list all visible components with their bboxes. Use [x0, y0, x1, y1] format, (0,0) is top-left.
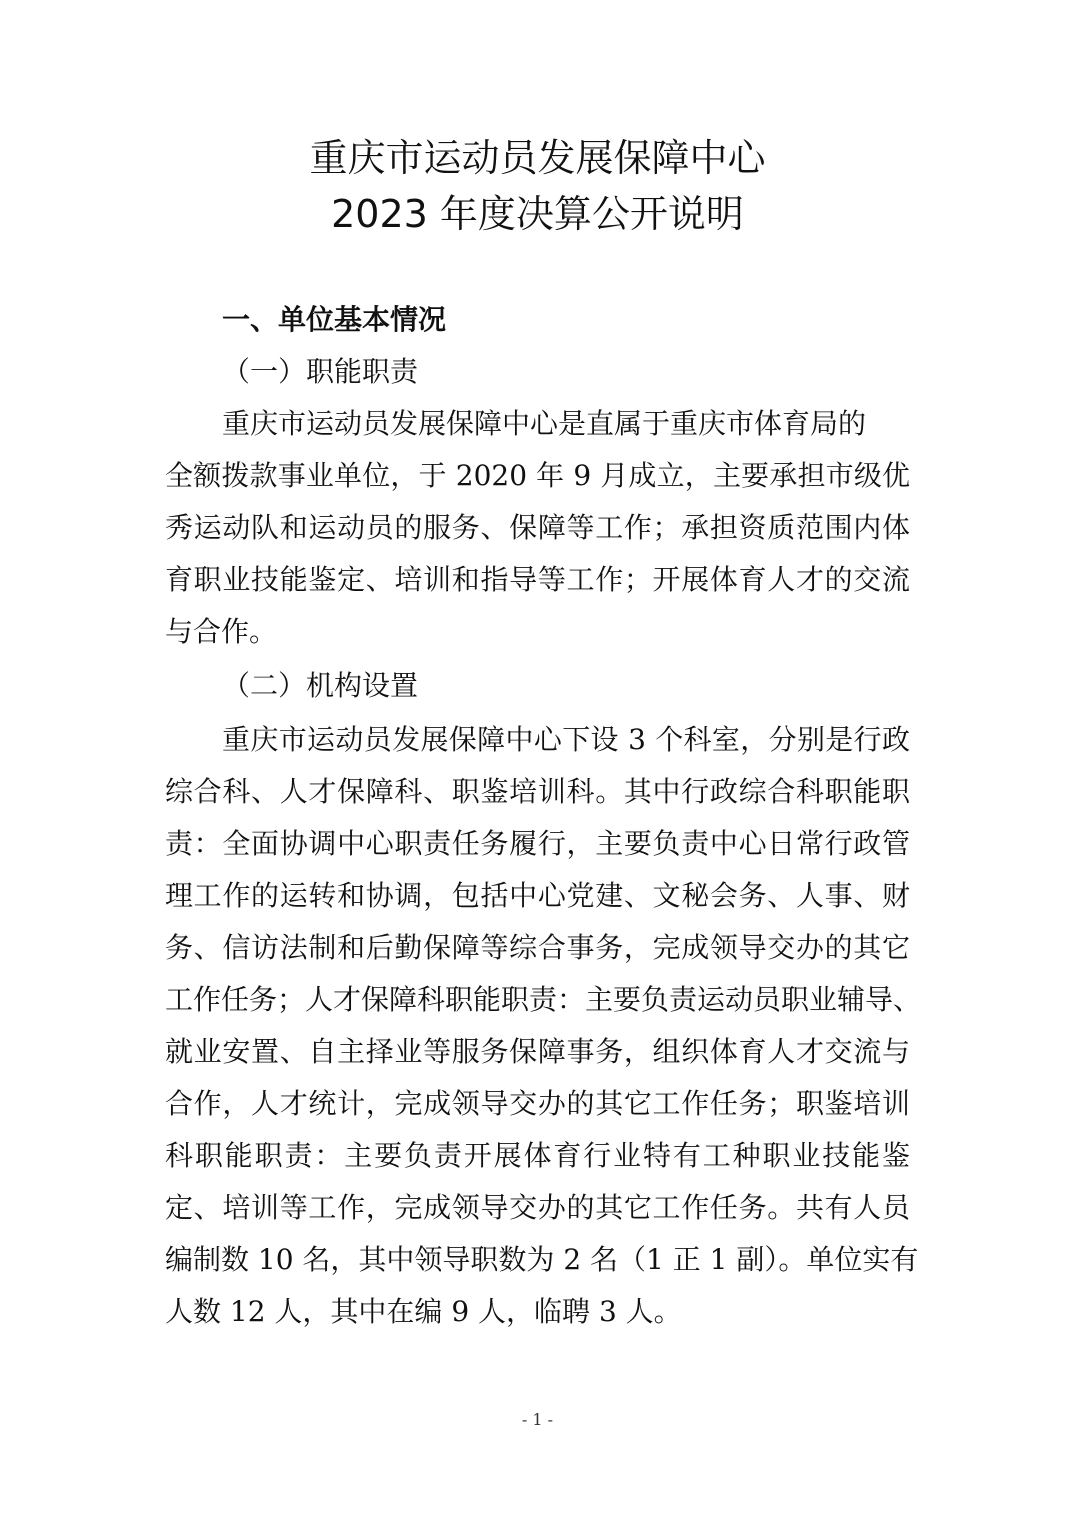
- paragraph-line: 责：全面协调中心职责任务履行，主要负责中心日常行政管: [165, 827, 910, 860]
- subsection-heading-organization: （二）机构设置: [222, 669, 419, 702]
- paragraph-line: 定、培训等工作，完成领导交办的其它工作任务。共有人员: [165, 1191, 910, 1224]
- paragraph-line: 重庆市运动员发展保障中心是直属于重庆市体育局的: [222, 407, 867, 440]
- paragraph-line: 合作，人才统计，完成领导交办的其它工作任务；职鉴培训: [165, 1087, 910, 1120]
- paragraph-line: 工作任务；人才保障科职能职责：主要负责运动员职业辅导、: [165, 983, 922, 1016]
- paragraph-line: 科职能职责：主要负责开展体育行业特有工种职业技能鉴: [165, 1139, 910, 1172]
- paragraph-line: 就业安置、自主择业等服务保障事务，组织体育人才交流与: [165, 1035, 910, 1068]
- paragraph-line: 全额拨款事业单位，于 2020 年 9 月成立，主要承担市级优: [165, 459, 910, 492]
- document-title-line1: 重庆市运动员发展保障中心: [309, 136, 766, 180]
- paragraph-line: 务、信访法制和后勤保障等综合事务，完成领导交办的其它: [165, 931, 910, 964]
- section-heading-basic-info: 一、单位基本情况: [222, 303, 447, 336]
- paragraph-line: 编制数 10 名，其中领导职数为 2 名（1 正 1 副）。单位实有: [165, 1243, 919, 1276]
- document-title-line2: 2023 年度决算公开说明: [331, 192, 744, 236]
- paragraph-line: 理工作的运转和协调，包括中心党建、文秘会务、人事、财: [165, 879, 910, 912]
- paragraph-line: 人数 12 人，其中在编 9 人，临聘 3 人。: [165, 1295, 682, 1328]
- paragraph-line: 育职业技能鉴定、培训和指导等工作；开展体育人才的交流: [165, 563, 910, 596]
- paragraph-line: 与合作。: [165, 615, 278, 648]
- subsection-heading-functions: （一）职能职责: [222, 355, 419, 388]
- paragraph-line: 重庆市运动员发展保障中心下设 3 个科室，分别是行政: [222, 723, 910, 756]
- page-number: - 1 -: [521, 1410, 554, 1429]
- paragraph-line: 秀运动队和运动员的服务、保障等工作；承担资质范围内体: [165, 511, 910, 544]
- paragraph-line: 综合科、人才保障科、职鉴培训科。其中行政综合科职能职: [165, 775, 910, 808]
